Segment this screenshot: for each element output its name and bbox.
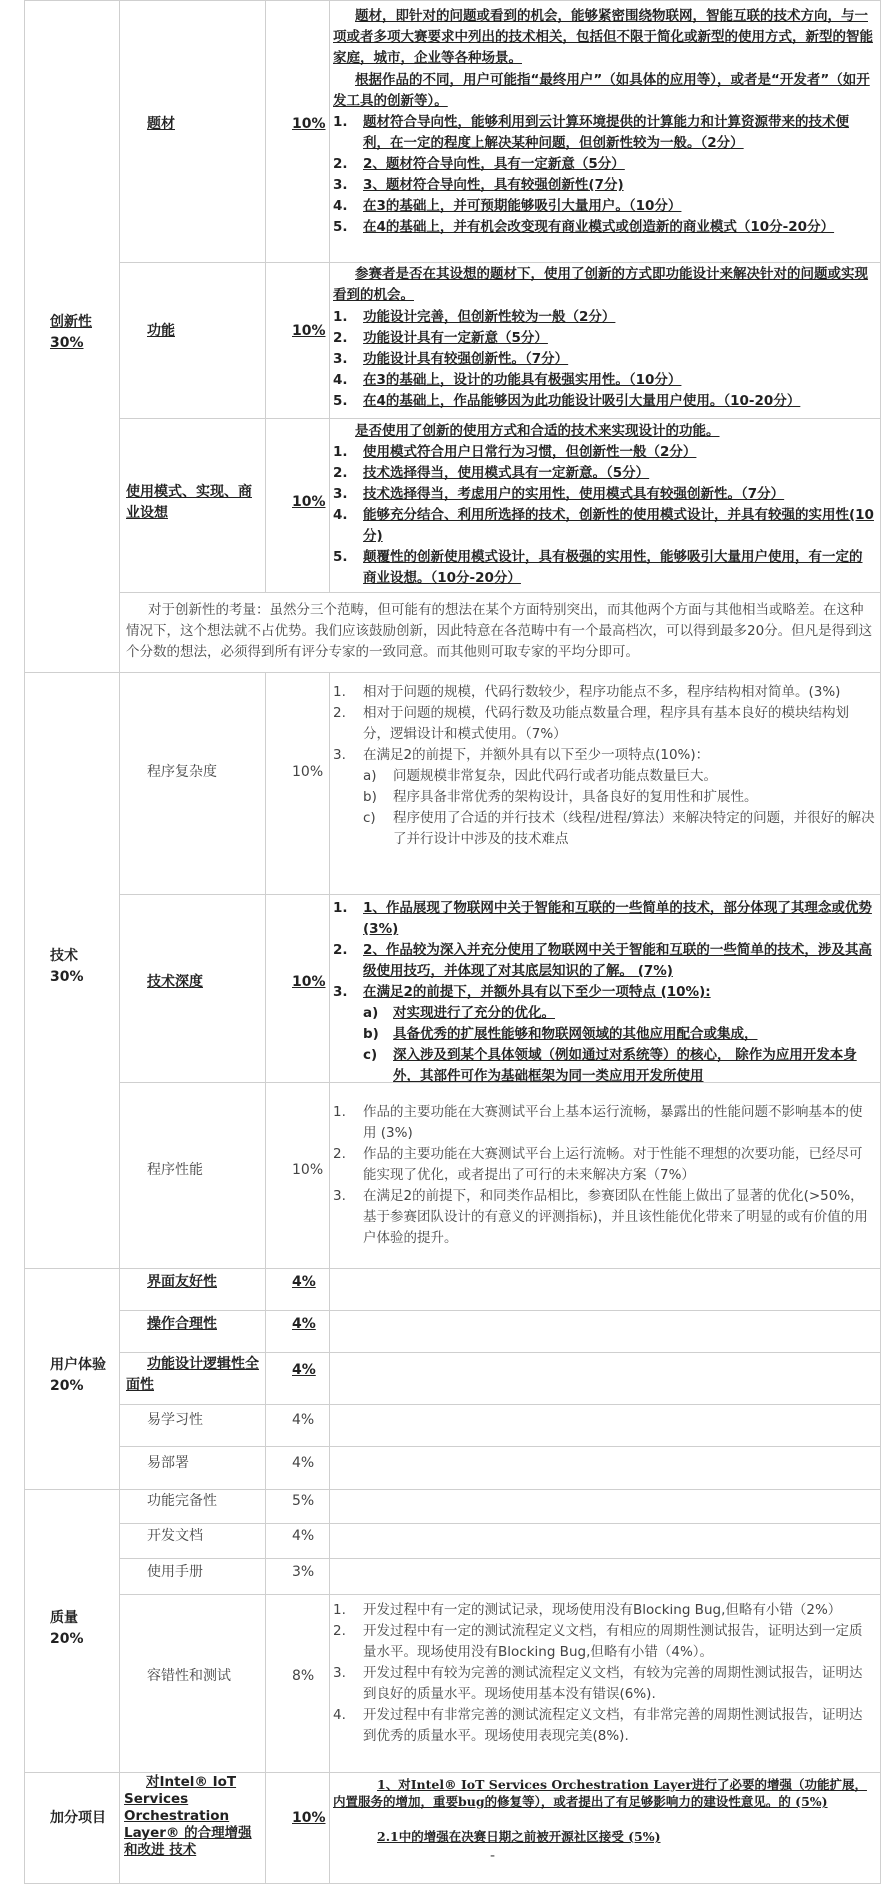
name-cell-function: [119, 262, 265, 418]
pct-ux-deploy: 4%: [292, 1455, 315, 1471]
performance-list: 1. 作品的主要功能在大赛测试平台上基本运行流畅，暴露出的性能问题不影响基本的使用 (3%) 2. 作品的主要功能在大赛测试平台上运行流畅。对于性能不理想的次要功能，已经尽可能实现了优化，或者提出了可行的未来解决方案（7%） 3. 在满足2的前提下，和同类作品相比，参赛团队在性能上做出了显著的优化(>50%，基于参赛团队设计的有意义的评测指标)，并且该性能优化带来了明显的或有价值的用户体验的提升。: [333, 1102, 875, 1249]
pct-testing: 8%: [292, 1668, 315, 1684]
testing-item-1: 开发过程中有一定的测试记录，现场使用没有Blocking Bug,但略有小错（2%）: [363, 1602, 842, 1618]
pct-dev-docs: 4%: [292, 1528, 315, 1544]
criterion-ux-friendly: 界面友好性: [147, 1274, 217, 1290]
criterion-dev-docs: 开发文档: [147, 1528, 203, 1544]
pct-ux-operation: 4%: [292, 1316, 316, 1332]
testing-item-3: 开发过程中有较为完善的测试流程定义文档，有较为完善的周期性测试报告，证明达到良好的质量水平。现场使用基本没有错误(6%).: [363, 1665, 863, 1702]
depth-sub-b: 具备优秀的扩展性能够和物联网领域的其他应用配合或集成，: [393, 1026, 758, 1042]
desc-cell-q-1: [329, 1489, 881, 1523]
desc-cell-q-3: [329, 1558, 881, 1594]
complexity-sub-b: 程序具备非常优秀的架构设计，具备良好的复用性和扩展性。: [393, 789, 758, 805]
criterion-performance: 程序性能: [147, 1162, 203, 1178]
topic-intro-2: 根据作品的不同，用户可能指“最终用户”（如具体的应用等），或者是“开发者”（如开发工具的创新等）。: [333, 72, 870, 109]
topic-item-2: 2、题材符合导向性，具有一定新意（5分）: [363, 156, 625, 172]
function-list: 1. 功能设计完善，但创新性较为一般（2分） 2. 功能设计具有一定新意（5分） 3. 功能设计具有较强创新性。（7分） 4. 在3的基础上，设计的功能具有极强实用性。（10分） 5. 在4的基础上，作品能够因为此功能设计吸引大量用户使用。（10-20分）: [333, 307, 875, 412]
depth-sub-a: 对实现进行了充分的优化。: [393, 1005, 555, 1021]
pct-ux-friendly: 4%: [292, 1274, 316, 1290]
usage-item-1: 使用模式符合用户日常行为习惯，但创新性一般（2分）: [363, 444, 697, 460]
group-label-innovation: 创新性 30%: [50, 314, 92, 351]
complexity-item-1: 相对于问题的规模，代码行数较少，程序功能点不多，程序结构相对简单。(3%): [363, 684, 841, 700]
group-label-bonus: 加分项目: [50, 1810, 106, 1826]
criterion-testing: 容错性和测试: [147, 1668, 231, 1684]
name-cell-topic: [119, 0, 265, 262]
criterion-usage: 使用模式、实现、商业设想: [126, 484, 252, 521]
criterion-complexity: 程序复杂度: [147, 764, 217, 780]
desc-cell-ux-4: [329, 1404, 881, 1446]
complexity-item-3: 在满足2的前提下，并额外具有以下至少一项特点(10%)：: [363, 747, 710, 763]
pct-ux-logic: 4%: [292, 1362, 316, 1378]
usage-item-2: 技术选择得当，使用模式具有一定新意。（5分）: [363, 465, 650, 481]
criterion-completeness: 功能完备性: [147, 1493, 217, 1509]
desc-cell-q-2: [329, 1523, 881, 1558]
depth-item-2: 2、作品较为深入并充分使用了物联网中关于智能和互联的一些简单的技术，涉及其高级使用技巧，并体现了对其底层知识的了解。 (7%): [363, 942, 872, 979]
usage-item-3: 技术选择得当，考虑用户的实用性，使用模式具有较强创新性。（7分）: [363, 486, 785, 502]
name-cell-complexity: [119, 672, 265, 894]
depth-item-1: 1、作品展现了物联网中关于智能和互联的一些简单的技术，部分体现了其理念或优势 (3%): [363, 900, 872, 937]
criterion-bonus: 对Intel® IoT Services Orchestration Layer® 的合理增强和改进 技术: [124, 1774, 252, 1858]
desc-cell-ux-2: [329, 1310, 881, 1352]
complexity-sub-c: 程序使用了合适的并行技术（线程/进程/算法）来解决特定的问题，并很好的解决了并行设计中涉及的技术难点: [393, 810, 875, 847]
innovation-note: 对于创新性的考量：虽然分三个范畴，但可能有的想法在某个方面特别突出，而其他两个方面与其他相当或略差。在这种情况下，这个想法就不占优势。我们应该鼓励创新，因此特意在各范畴中有一个最高档次，可以得到最多20分。但凡是得到这个分数的想法，必须得到所有评分专家的一致同意。而其他则可取专家的平均分即可。: [126, 602, 873, 660]
criterion-ux-logic: 功能设计逻辑性全面性: [126, 1356, 259, 1393]
testing-item-4: 开发过程中有非常完善的测试流程定义文档，有非常完善的周期性测试报告，证明达到优秀的质量水平。现场使用表现完美(8%).: [363, 1707, 863, 1744]
topic-list: 1. 题材符合导向性，能够利用到云计算环境提供的计算能力和计算资源带来的技术便利，在一定的程度上解决某种问题，但创新性较为一般。（2分） 2. 2、题材符合导向性，具有一定新意（5分） 3. 3、题材符合导向性，具有较强创新性(7分) 4. 在3的基础上，并可预期能够吸引大量用户。（10分） 5. 在4的基础上，并有机会改变现有商业模式或创造新的商业模式（10分-20分）: [333, 112, 875, 238]
group-label-tech: 技术 30%: [50, 948, 84, 985]
function-item-3: 功能设计具有较强创新性。（7分）: [363, 351, 569, 367]
bonus-item-1: 1、对Intel® IoT Services Orchestration Layer进行了必要的增强（功能扩展，内置服务的增加，重要bug的修复等），或者提出了有足够影响力的建设性意见。的 (5%): [333, 1777, 867, 1809]
desc-cell-ux-5: [329, 1446, 881, 1489]
depth-list: 1. 1、作品展现了物联网中关于智能和互联的一些简单的技术，部分体现了其理念或优势 (3%) 2. 2、作品较为深入并充分使用了物联网中关于智能和互联的一些简单的技术，涉及其高级使用技巧，并体现了对其底层知识的了解。 (7%) 3. 在满足2的前提下，并额外具有以下至少一项特点 (10%): a) 对实现进行了充分的优化。 b) 具备优秀的扩展性能够和物联网领域的其他应用配合或集成， c) 深入涉及到某个具体领域（例如通过对系统等）的核心， 除作为应用开发本身外，其部件可作为基础框架为同一类应用开发所使用: [333, 898, 875, 1087]
pct-topic: 10%: [292, 116, 326, 132]
function-item-2: 功能设计具有一定新意（5分）: [363, 330, 548, 346]
criterion-ux-learn: 易学习性: [147, 1412, 203, 1428]
pct-bonus: 10%: [292, 1810, 326, 1826]
pct-performance: 10%: [292, 1162, 324, 1178]
criterion-manual: 使用手册: [147, 1564, 203, 1580]
usage-item-5: 颠覆性的创新使用模式设计，具有极强的实用性，能够吸引大量用户使用，有一定的商业设想。（10分-20分）: [363, 549, 863, 586]
criterion-depth: 技术深度: [147, 974, 203, 990]
desc-cell-ux-1: [329, 1268, 881, 1310]
performance-item-3: 在满足2的前提下，和同类作品相比，参赛团队在性能上做出了显著的优化(>50%，基于参赛团队设计的有意义的评测指标)，并且该性能优化带来了明显的或有价值的用户体验的提升。: [363, 1188, 868, 1246]
desc-cell-ux-3: [329, 1352, 881, 1404]
pct-usage: 10%: [292, 494, 326, 510]
usage-item-4: 能够充分结合、利用所选择的技术，创新性的使用模式设计，并具有较强的实用性(10分): [363, 507, 874, 544]
topic-intro-1: 题材，即针对的问题或看到的机会，能够紧密围绕物联网，智能互联的技术方向，与一项或者多项大赛要求中列出的技术相关，包括但不限于简化或新型的使用方式，新型的智能家庭，城市，企业等各种场景。: [333, 8, 873, 66]
pct-manual: 3%: [292, 1564, 315, 1580]
topic-item-1: 题材符合导向性，能够利用到云计算环境提供的计算能力和计算资源带来的技术便利，在一定的程度上解决某种问题，但创新性较为一般。（2分）: [363, 114, 849, 151]
criterion-topic: 题材: [147, 116, 175, 132]
group-label-ux: 用户体验 20%: [50, 1357, 106, 1394]
criterion-ux-operation: 操作合理性: [147, 1316, 217, 1332]
performance-item-2: 作品的主要功能在大赛测试平台上运行流畅。对于性能不理想的次要功能，已经尽可能实现了优化，或者提出了可行的未来解决方案（7%）: [363, 1146, 863, 1183]
pct-completeness: 5%: [292, 1493, 315, 1509]
bonus-item-2: 2.1中的增强在决赛日期之前被开源社区接受 (5%): [377, 1829, 661, 1844]
name-cell-ux-5: [119, 1446, 265, 1489]
function-item-1: 功能设计完善，但创新性较为一般（2分）: [363, 309, 616, 325]
function-intro: 参赛者是否在其设想的题材下，使用了创新的方式即功能设计来解决针对的问题或实现看到的机会。: [333, 266, 868, 303]
criterion-ux-deploy: 易部署: [147, 1455, 189, 1471]
topic-item-3: 3、题材符合导向性，具有较强创新性(7分): [363, 177, 624, 193]
pct-cell-complexity: [265, 672, 329, 894]
function-item-4: 在3的基础上，设计的功能具有极强实用性。（10分）: [363, 372, 682, 388]
testing-list: 1. 开发过程中有一定的测试记录，现场使用没有Blocking Bug,但略有小错（2%） 2. 开发过程中有一定的测试流程定义文档，有相应的周期性测试报告，证明达到一定质量水平。现场使用没有Blocking Bug,但略有小错（4%）。 3. 开发过程中有较为完善的测试流程定义文档，有较为完善的周期性测试报告，证明达到良好的质量水平。现场使用基本没有错误(6%). 4. 开发过程中有非常完善的测试流程定义文档，有非常完善的周期性测试报告，证明达到优秀的质量水平。现场使用表现完美(8%).: [333, 1600, 875, 1747]
complexity-list: 1. 相对于问题的规模，代码行数较少，程序功能点不多，程序结构相对简单。(3%) 2. 相对于问题的规模，代码行数及功能点数量合理，程序具有基本良好的模块结构划分，逻辑设计和模式使用。（7%） 3. 在满足2的前提下，并额外具有以下至少一项特点(10%)： a) 问题规模非常复杂，因此代码行或者功能点数量巨大。 b) 程序具备非常优秀的架构设计，具备良好的复用性和扩展性。 c) 程序使用了合适的并行技术（线程/进程/算法）来解决特定的问题，并很好的解决了并行设计中涉及的技术难点: [333, 682, 875, 850]
pct-function: 10%: [292, 323, 326, 339]
function-item-5: 在4的基础上，作品能够因为此功能设计吸引大量用户使用。（10-20分）: [363, 393, 801, 409]
topic-item-4: 在3的基础上，并可预期能够吸引大量用户。（10分）: [363, 198, 682, 214]
pct-complexity: 10%: [292, 764, 324, 780]
group-label-quality: 质量 20%: [50, 1610, 84, 1647]
usage-intro: 是否使用了创新的使用方式和合适的技术来实现设计的功能。: [355, 423, 720, 439]
pct-depth: 10%: [292, 974, 326, 990]
criterion-function: 功能: [147, 323, 175, 339]
complexity-sub-a: 问题规模非常复杂，因此代码行或者功能点数量巨大。: [393, 768, 717, 784]
complexity-item-2: 相对于问题的规模，代码行数及功能点数量合理，程序具有基本良好的模块结构划分，逻辑设计和模式使用。（7%）: [363, 705, 849, 742]
performance-item-1: 作品的主要功能在大赛测试平台上基本运行流畅，暴露出的性能问题不影响基本的使用 (3%): [363, 1104, 863, 1141]
depth-sub-c: 深入涉及到某个具体领域（例如通过对系统等）的核心， 除作为应用开发本身外，其部件可作为基础框架为同一类应用开发所使用: [393, 1047, 857, 1084]
usage-list: 1. 使用模式符合用户日常行为习惯，但创新性一般（2分） 2. 技术选择得当，使用模式具有一定新意。（5分） 3. 技术选择得当，考虑用户的实用性，使用模式具有较强创新性。（7分） 4. 能够充分结合、利用所选择的技术，创新性的使用模式设计，并具有较强的实用性(10分) 5. 颠覆性的创新使用模式设计，具有极强的实用性，能够吸引大量用户使用，有一定的商业设想。（10分-20分）: [333, 442, 875, 589]
pct-ux-learn: 4%: [292, 1412, 315, 1428]
topic-item-5: 在4的基础上，并有机会改变现有商业模式或创造新的商业模式（10分-20分）: [363, 219, 835, 235]
depth-item-3: 在满足2的前提下，并额外具有以下至少一项特点 (10%):: [363, 984, 711, 1000]
bonus-dash: -: [490, 1848, 496, 1864]
testing-item-2: 开发过程中有一定的测试流程定义文档，有相应的周期性测试报告，证明达到一定质量水平。现场使用没有Blocking Bug,但略有小错（4%）。: [363, 1623, 863, 1660]
